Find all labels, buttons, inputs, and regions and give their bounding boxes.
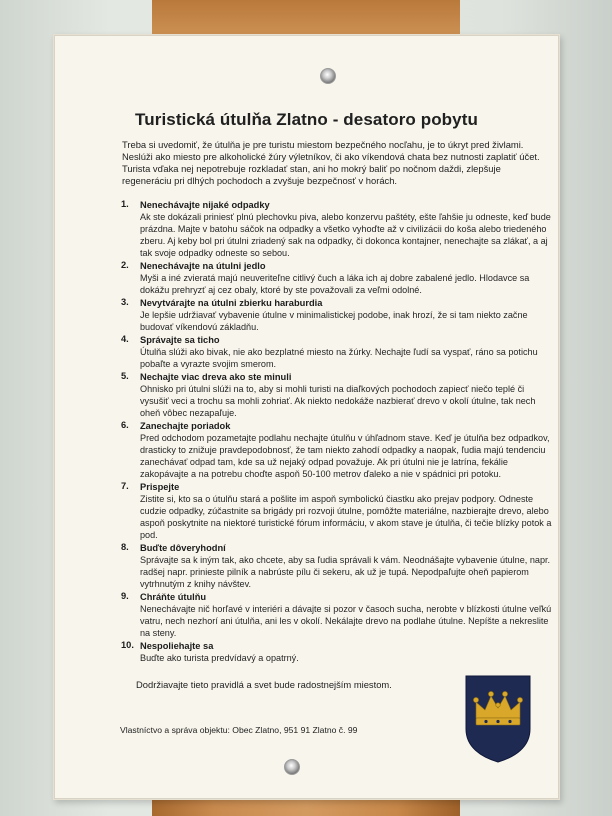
screw-icon (320, 68, 336, 84)
rule-number: 7. (121, 480, 129, 491)
rule-text: Ak ste dokázali priniesť plnú plechovku piva, alebo konzervu paštéty, ešte ľahšie ju odneste, keď bude prázdna. Majte v batohu sáčok na odpadky a všetko vyhoďte až v civilizácii do koša alebo triedeného zberu. Aj keby bol pri útulni zriadený sak na odpadky, či dokonca kontajner, nenechajte sa zlákať, a aj tak svoje odpadky odneste so sebou. (140, 212, 551, 259)
rule-text: Je lepšie udržiavať vybavenie útulne v minimalistickej podobe, inak hrozí, že si tam niekto začne budovať víkendovú základňu. (140, 310, 528, 333)
rule-item (121, 640, 553, 664)
rule-item (121, 260, 553, 296)
rule-number: 6. (121, 419, 129, 430)
rule-heading: Nechajte viac dreva ako ste minuli (140, 371, 292, 382)
rule-number: 2. (121, 260, 129, 271)
rule-heading: Chráňte útulňu (140, 591, 207, 602)
rule-item (121, 199, 553, 260)
closing-note: Dodržiavajte tieto pravidlá a svet bude radostnejším miestom. (136, 679, 392, 690)
rule-heading: Nenechávajte na útulni jedlo (140, 261, 266, 272)
rule-text: Útulňa slúži ako bivak, nie ako bezplatné miesto na žúrky. Nechajte ľudí sa vyspať, ráno sa potichu pobaľte a vyrazte svojim smerom. (140, 347, 538, 370)
rule-heading: Prispejte (140, 481, 180, 492)
sign-intro: Treba si uvedomiť, že útulňa je pre turistu miestom bezpečného nocľahu, je to úkryt pred živlami. Neslúži ako miesto pre alkoholické žúry výletníkov, či ako víkendová chata bez nutnosti zaplatiť účet. Turista vďaka nej nepotrebuje rozkladať stan, ani ho mokrý baliť po nočnom daždi, zlepšuje regeneráciu pri dlhých pochodoch a zvyšuje bezpečnosť v horách. (122, 139, 540, 187)
rule-number: 10. (121, 639, 134, 650)
rule-text: Správajte sa k iným tak, ako chcete, aby sa ľudia správali k vám. Neodnášajte vybavenie útulne, napr. radšej napr. prinieste pilník a nabrúste pílu či sekeru, ak už je tupá. Nepodpaľujte oheň papierom vytrhnutým z knihy návštev. (140, 555, 551, 590)
rule-item (121, 542, 553, 590)
rule-text: Zistite si, kto sa o útulňu stará a pošlite im aspoň symbolickú čiastku ako prejav podpory. Odneste cudzie odpadky, zúčastnite sa brigády pri rozvoji útulne, pomôžte materiálne, nazbierajte drevo, alebo aspoň poskytnite na niektoré turistické fórum informáciu, v akom stave je útulňa, či tečie blízky potok a pod. (140, 494, 552, 541)
rule-number: 9. (121, 590, 129, 601)
rule-item (121, 481, 553, 542)
rule-text: Pred odchodom pozametajte podlahu nechajte útulňu v úhľadnom stave. Keď je útulňa bez odpadkov, drasticky to znižuje pravdepodobnosť, že tam niekto zahodí odpadky a naopak, ľudia majú tendenciu zanechávať odpad tam, kde sa už nejaký odpad považuje. Ak pri útulni nie je latrína, fekálie zakopávajte a na potrebu choďte aspoň 50-100 metrov ďaleko a nie v spádnici pri potoku. (140, 432, 550, 480)
rule-item (121, 591, 553, 639)
rule-item (121, 334, 553, 370)
rule-heading: Nespoliehajte sa (140, 640, 214, 651)
sign-title: Turistická útulňa Zlatno - desatoro pobytu (135, 110, 478, 129)
screw-icon (284, 759, 300, 775)
rule-item (121, 297, 553, 333)
rule-text: Buďte ako turista predvídavý a opatrný. (140, 653, 299, 664)
rule-text: Nenechávajte nič horľavé v interiéri a dávajte si pozor v časoch sucha, nerobte v blízkosti útulne veľkú vatru, nech nezhorí ani útulňa, ani les v okolí. Nekálajte drevo na podlahe útulne. Nepíšte a nekreslite na steny. (140, 604, 552, 639)
rule-heading: Správajte sa ticho (140, 334, 220, 345)
rule-heading: Zanechajte poriadok (140, 420, 231, 431)
rule-item (121, 420, 553, 481)
coat-of-arms-icon (465, 675, 531, 763)
rule-item (121, 371, 553, 419)
rule-text: Ohnisko pri útulni slúži na to, aby si mohli turisti na diaľkových pochodoch zapiecť niečo teplé či vysušiť veci a trochu sa mohli zohriať. Ak niekto nedokáže nazbierať drevo v okolí útulne, tak nech oheň vôbec nezapaľuje. (140, 383, 536, 419)
rules-list (121, 199, 553, 665)
rule-number: 4. (121, 333, 129, 344)
owner-note: Vlastníctvo a správa objektu: Obec Zlatno, 951 91 Zlatno č. 99 (120, 725, 358, 735)
rule-number: 8. (121, 541, 129, 552)
rule-number: 1. (121, 199, 129, 209)
rule-text: Myši a iné zvieratá majú neuveriteľne citlivý čuch a láka ich aj dobre zabalené jedlo. Hlodavce sa dokážu prehryzť aj cez obaly, ktoré by ste považovali za veľmi odolné. (140, 273, 530, 296)
rule-number: 3. (121, 296, 129, 307)
rule-heading: Nenechávajte nijaké odpadky (140, 200, 270, 210)
rule-number: 5. (121, 370, 129, 381)
information-sign (53, 34, 560, 800)
rule-heading: Buďte dôveryhodní (140, 542, 226, 553)
rule-heading: Nevytvárajte na útulni zbierku haraburdia (140, 297, 323, 308)
